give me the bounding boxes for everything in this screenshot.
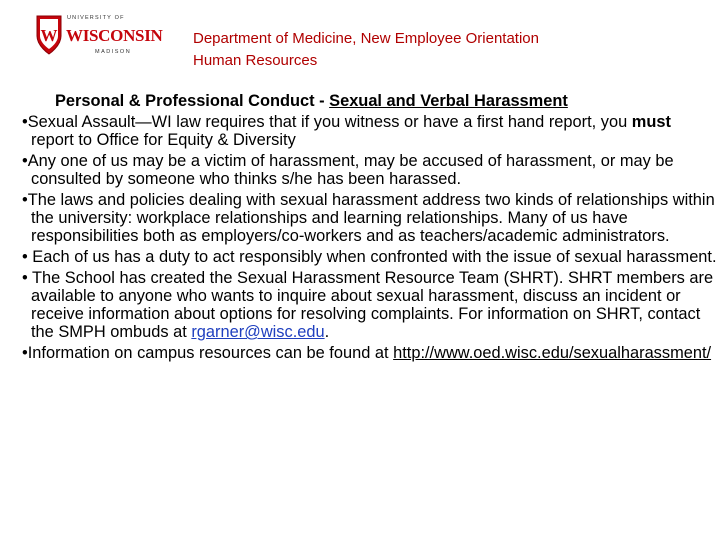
slide-title xyxy=(55,92,718,110)
bullet-1-end: report to Office for Equity & Diversity xyxy=(31,131,296,149)
bullet-shrt xyxy=(22,269,718,341)
logo-city: MADISON xyxy=(95,49,132,55)
bullet-duty: • Each of us has a duty to act responsibly when confronted with the issue of sexual harassment. xyxy=(22,248,717,266)
bullet-relationships: •The laws and policies dealing with sexual harassment address two kinds of relationships within the university: workplace relationships and learning relationships. Many of us have responsibilities both as employers/co‑workers and as teachers/academic administrators. xyxy=(22,191,715,245)
ombuds-email-link[interactable]: rgarner@wisc.edu xyxy=(191,323,325,341)
logo-name: WISCONSIN xyxy=(66,26,163,45)
university-logo xyxy=(35,14,163,66)
header-line-1: Department of Medicine, New Employee Orientation xyxy=(193,30,539,47)
header-line-2: Human Resources xyxy=(193,52,318,69)
bullet-victim: •Any one of us may be a victim of harassment, may be accused of harassment, or may be consulted by someone who thinks s/he has been harassed. xyxy=(22,152,674,188)
title-prefix: Personal & Professional Conduct - xyxy=(55,92,330,110)
oed-url-link[interactable]: http://www.oed.wisc.edu/sexualharassment/ xyxy=(393,344,712,362)
bullet-1-text: •Sexual Assault—WI law requires that if you witness or have a first hand report, you xyxy=(22,113,632,131)
slide-content xyxy=(22,92,718,365)
bullet-1-emphasis: must xyxy=(631,113,671,131)
crest-icon xyxy=(35,14,63,56)
bullet-5-text: • The School has created the Sexual Harassment Resource Team (SHRT). SHRT members are available to anyone who wants to inquire about sexual harassment, discuss an incident or receive information about options for resolving complaints. For information on SHRT, contact the SMPH ombuds at xyxy=(22,269,714,341)
bullet-sexual-assault xyxy=(22,113,718,149)
logo-top-text: UNIVERSITY OF xyxy=(67,15,125,21)
title-underlined: Sexual and Verbal Harassment xyxy=(329,92,568,110)
bullet-6-text: •Information on campus resources can be found at xyxy=(22,344,394,362)
slide-header xyxy=(193,28,539,72)
crest-letter: W xyxy=(40,26,58,45)
bullet-5-end: . xyxy=(324,323,330,341)
bullet-campus-resources xyxy=(22,344,718,362)
